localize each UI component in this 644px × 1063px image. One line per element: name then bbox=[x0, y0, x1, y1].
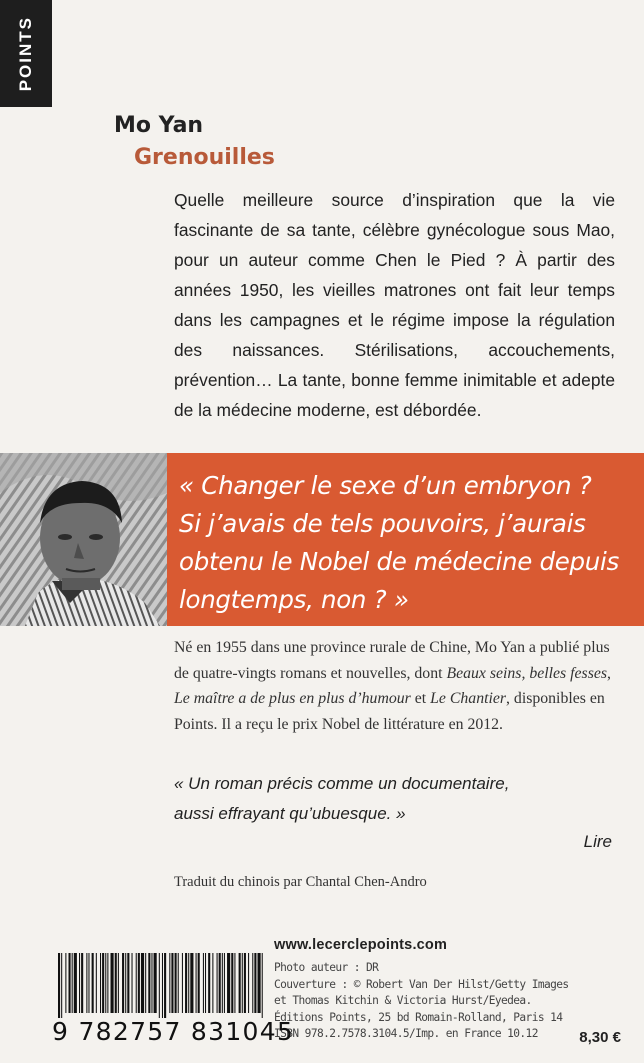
credit-line: ISBN 978.2.7578.3104.5/Imp. en France 10.12 bbox=[274, 1027, 538, 1040]
review-line: « Un roman précis comme un documentaire, bbox=[174, 774, 510, 793]
imprint-label: POINTS bbox=[16, 15, 35, 92]
points-logo bbox=[0, 0, 52, 107]
credit-line: Photo auteur : DR bbox=[274, 961, 379, 974]
author-photo bbox=[0, 453, 167, 626]
pull-quote-box bbox=[167, 453, 644, 626]
credit-line: et Thomas Kitchin & Victoria Hurst/Eyedea. bbox=[274, 994, 532, 1007]
barcode-icon bbox=[56, 953, 266, 1018]
isbn-barcode-digits: 9 782757 831045 bbox=[52, 1017, 295, 1046]
price-label: 8,30 € bbox=[579, 1029, 621, 1046]
bio-book-title: Le Chantier bbox=[430, 690, 507, 707]
bio-separator: , bbox=[607, 664, 611, 682]
pull-quote bbox=[179, 467, 634, 619]
bio-book-title: Beaux seins, belles fesses bbox=[446, 664, 607, 682]
bio-separator: et bbox=[410, 690, 431, 707]
author-name: Mo Yan bbox=[114, 113, 204, 138]
review-line: aussi effrayant qu’ubuesque. » bbox=[174, 804, 406, 823]
bio-text: Né en 1955 dans une province rurale de Chine, Mo Yan a publié plus de quatre-vingts romans et nouvelles, dont bbox=[174, 639, 610, 682]
bio-text: , disponibles en Points. Il a reçu le prix Nobel de littérature en 2012. bbox=[174, 690, 605, 733]
translator-credit: Traduit du chinois par Chantal Chen-Andro bbox=[174, 874, 427, 890]
pull-quote-line: Si j’avais de tels pouvoirs, j’aurais bbox=[179, 509, 586, 538]
book-title: Grenouilles bbox=[134, 145, 275, 170]
quote-band bbox=[0, 453, 644, 626]
bio-book-title: Le maître a de plus en plus d’humour bbox=[174, 690, 411, 707]
credit-line: Éditions Points, 25 bd Romain-Rolland, Paris 14 bbox=[274, 1010, 563, 1024]
press-review bbox=[174, 769, 615, 829]
credit-line: Couverture : © Robert Van Der Hilst/Getty Images bbox=[274, 977, 569, 991]
pull-quote-line: longtemps, non ? » bbox=[179, 585, 409, 614]
pull-quote-line: obtenu le Nobel de médecine depuis bbox=[179, 547, 619, 576]
book-summary: Quelle meilleure source d’inspiration que la vie fascinante de sa tante, célèbre gynécologue sous Mao, pour un auteur comme Chen le Pied ? À partir des années 1950, les vieilles matrones ont fait leur temps dans les campagnes et le régime impose la régulation des naissances. Stérilisations, accouchements, prévention… La tante, bonne femme inimitable et adepte de la médecine moderne, est débordée. bbox=[174, 190, 615, 420]
publication-credits bbox=[274, 960, 569, 1043]
author-portrait-image bbox=[0, 453, 167, 626]
author-bio bbox=[174, 635, 615, 737]
review-source: Lire bbox=[583, 832, 612, 851]
publisher-website: www.lecerclepoints.com bbox=[274, 937, 448, 953]
pull-quote-line: « Changer le sexe d’un embryon ? bbox=[179, 471, 592, 500]
